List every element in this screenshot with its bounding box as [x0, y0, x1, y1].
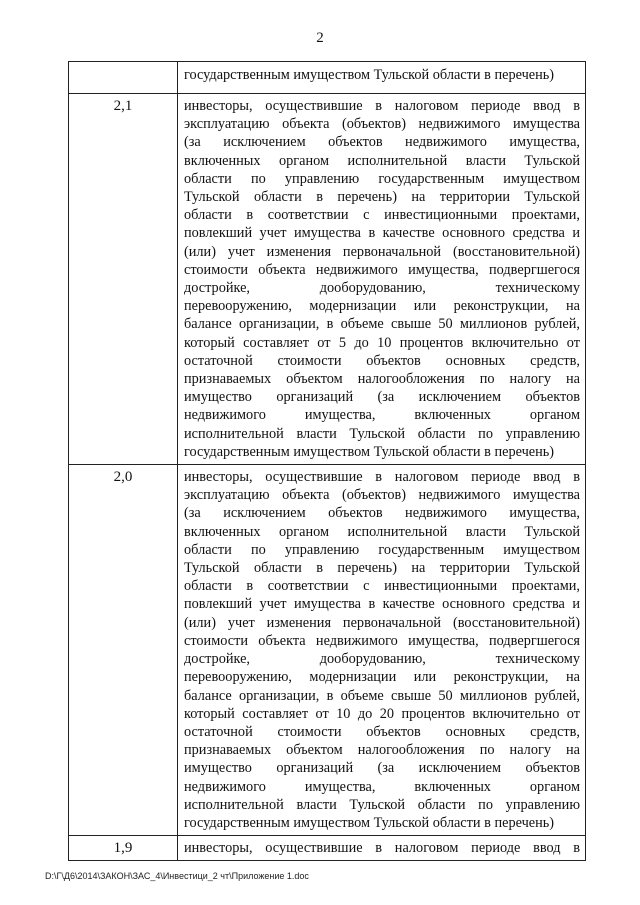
- description-cell: [178, 94, 586, 465]
- text-line: имущество организаций (за исключением объектов: [184, 760, 580, 777]
- text-line: стоимости объекта недвижимого имущества, подвергшегося: [184, 632, 580, 649]
- text-line: недвижимого имущества, включенных органом: [184, 778, 580, 795]
- text-line: имущество организаций (за исключением объектов: [184, 389, 580, 406]
- text-line: стоимости объекта недвижимого имущества, подвергшегося: [184, 261, 580, 278]
- page-number: 2: [316, 30, 324, 46]
- text-line: недвижимого имущества, включенных органом: [184, 407, 580, 424]
- text-line: области в соответствии с инвестиционными проектами,: [184, 207, 580, 224]
- text-line: области в соответствии с инвестиционными проектами,: [184, 578, 580, 595]
- text-line: повлекший учет имущества в качестве основного средства и: [184, 596, 580, 613]
- text-line: государственным имуществом Тульской области в перечень): [184, 67, 555, 83]
- text-line: инвесторы, осуществившие в налоговом периоде ввод в: [184, 469, 580, 486]
- text-line: исполнительной власти Тульской области по управлению: [184, 796, 580, 813]
- text-line: (или) учет изменения первоначальной (восстановительной): [184, 614, 580, 631]
- text-line: включенных органом исполнительной власти Тульской: [184, 152, 580, 169]
- text-line: Тульской области в перечень) на территории Тульской: [184, 189, 580, 206]
- text-line: государственным имуществом Тульской области в перечень): [184, 814, 555, 831]
- text-line: инвесторы, осуществившие в налоговом периоде ввод в: [184, 98, 580, 114]
- text-line: балансе организации, в объеме свыше 50 миллионов рублей,: [184, 316, 580, 333]
- text-line: перевооружению, модернизации или реконструкции, на: [184, 669, 580, 686]
- text-line: достройке, дооборудованию, техническому: [184, 280, 580, 297]
- description-cell: [178, 836, 586, 861]
- text-line: эксплуатацию объекта (объектов) недвижимого имущества: [184, 116, 580, 133]
- text-line: который составляет от 5 до 10 процентов включительно от: [184, 334, 580, 351]
- text-line: признаваемых объектом налогообложения по налогу на: [184, 371, 580, 388]
- text-line: области по управлению государственным имуществом: [184, 541, 580, 558]
- text-line: государственным имуществом Тульской области в перечень): [184, 443, 555, 460]
- rate-cell: 2,0: [69, 465, 178, 836]
- text-line: (или) учет изменения первоначальной (восстановительной): [184, 243, 580, 260]
- text-line: перевооружению, модернизации или реконструкции, на: [184, 298, 580, 315]
- rate-cell: 2,1: [69, 94, 178, 465]
- description-cell: [178, 62, 586, 94]
- description-cell: [178, 465, 586, 836]
- rate-cell: 1,9: [69, 836, 178, 861]
- tax-rate-table: [68, 61, 586, 861]
- footer-file-path: D:\Г\Д6\2014\ЗАКОН\ЗАС_4\Инвестици_2 чт\Приложение 1.doc: [45, 871, 309, 881]
- text-line: балансе организации, в объеме свыше 50 миллионов рублей,: [184, 687, 580, 704]
- text-line: Тульской области в перечень) на территории Тульской: [184, 560, 580, 577]
- table-row: [69, 62, 586, 94]
- text-line: (за исключением объектов недвижимого имущества,: [184, 134, 580, 151]
- text-line: (за исключением объектов недвижимого имущества,: [184, 505, 580, 522]
- text-line: остаточной стоимости объектов основных средств,: [184, 352, 580, 369]
- text-line: включенных органом исполнительной власти Тульской: [184, 523, 580, 540]
- table-row: [69, 836, 586, 861]
- text-line: достройке, дооборудованию, техническому: [184, 651, 580, 668]
- rate-cell: [69, 62, 178, 94]
- text-line: эксплуатацию объекта (объектов) недвижимого имущества: [184, 487, 580, 504]
- table-row: [69, 465, 586, 836]
- text-line: исполнительной власти Тульской области по управлению: [184, 425, 580, 442]
- text-line: признаваемых объектом налогообложения по налогу на: [184, 742, 580, 759]
- text-line: повлекший учет имущества в качестве основного средства и: [184, 225, 580, 242]
- text-line: инвесторы, осуществившие в налоговом периоде ввод в: [184, 840, 580, 857]
- text-line: области по управлению государственным имуществом: [184, 170, 580, 187]
- text-line: который составляет от 10 до 20 процентов включительно от: [184, 705, 580, 722]
- table-row: [69, 94, 586, 465]
- text-line: остаточной стоимости объектов основных средств,: [184, 723, 580, 740]
